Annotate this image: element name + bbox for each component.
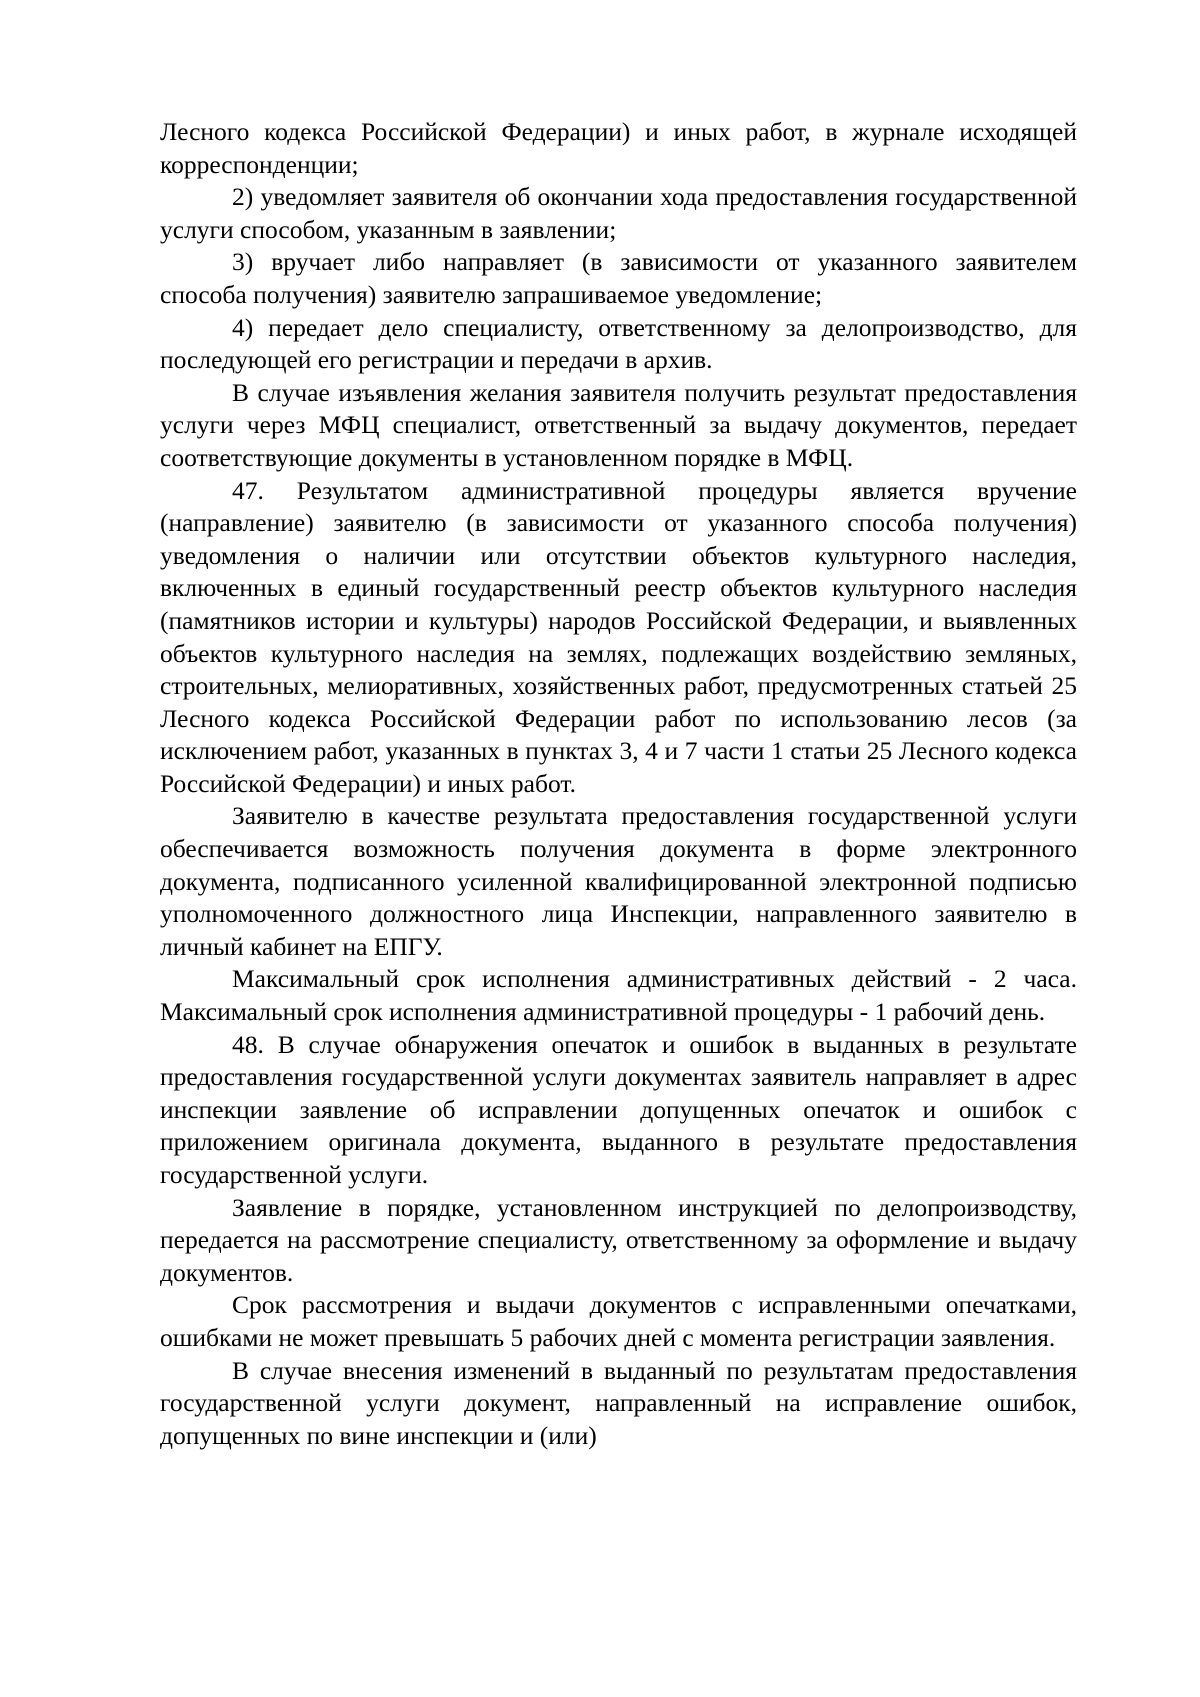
paragraph-item-4: 4) передает дело специалисту, ответственному за делопроизводство, для последующей его регистрации и передачи в архив.	[160, 312, 1077, 375]
paragraph-mfc: В случае изъявления желания заявителя получить результат предоставления услуги через МФЦ специалист, ответственный за выдачу документов, передает соответствующие документы в установленном порядке в МФЦ.	[160, 377, 1077, 472]
paragraph-item-2: 2) уведомляет заявителя об окончании хода предоставления государственной услуги способом, указанным в заявлении;	[160, 182, 1077, 244]
paragraph-electronic-result: Заявителю в качестве результата предоставления государственной услуги обеспечивается возможность получения документа в форме электронного документа, подписанного усиленной квалифицированной электронной подписью уполномоченного должностного лица Инспекции, направленного заявителю в личный кабинет на ЕПГУ.	[160, 801, 1077, 961]
paragraph-item-3: 3) вручает либо направляет (в зависимости от указанного заявителем способа получения) заявителю запрашиваемое уведомление;	[160, 247, 1077, 309]
paragraph-48: 48. В случае обнаружения опечаток и ошибок в выданных в результате предоставления государственной услуги документах заявитель направляет в адрес инспекции заявление об исправлении допущенных опечаток и ошибок с приложением оригинала документа, выданного в результате предоставления государственной услуги.	[160, 1029, 1077, 1189]
paragraph-application-transfer: Заявление в порядке, установленном инструкцией по делопроизводству, передается на рассмотрение специалисту, ответственному за оформление и выдачу документов.	[160, 1192, 1077, 1287]
paragraph-review-term: Срок рассмотрения и выдачи документов с исправленными опечатками, ошибками не может превышать 5 рабочих дней с момента регистрации заявления.	[160, 1290, 1077, 1352]
paragraph-max-term: Максимальный срок исполнения административных действий - 2 часа. Максимальный срок исполнения административной процедуры - 1 рабочий день.	[160, 964, 1077, 1027]
paragraph-47: 47. Результатом административной процедуры является вручение (направление) заявителю (в зависимости от указанного способа получения) уведомления о наличии или отсутствии объектов культурного наследия, включенных в единый государственный реестр объектов культурного наследия (памятников истории и культуры) народов Российской Федерации, и выявленных объектов культурного наследия на землях, подлежащих воздействию земляных, строительных, мелиоративных, хозяйственных работ, предусмотренных статьей 25 Лесного кодекса Российской Федерации работ по использованию лесов (за исключением работ, указанных в пунктах 3, 4 и 7 части 1 статьи 25 Лесного кодекса Российской Федерации) и иных работ.	[160, 475, 1077, 798]
paragraph-changes: В случае внесения изменений в выданный по результатам предоставления государственной услуги документ, направленный на исправление ошибок, допущенных по вине инспекции и (или)	[160, 1355, 1077, 1450]
document-body	[160, 116, 1077, 1452]
paragraph-continuation: Лесного кодекса Российской Федерации) и иных работ, в журнале исходящей корреспонденции;	[160, 117, 1077, 179]
